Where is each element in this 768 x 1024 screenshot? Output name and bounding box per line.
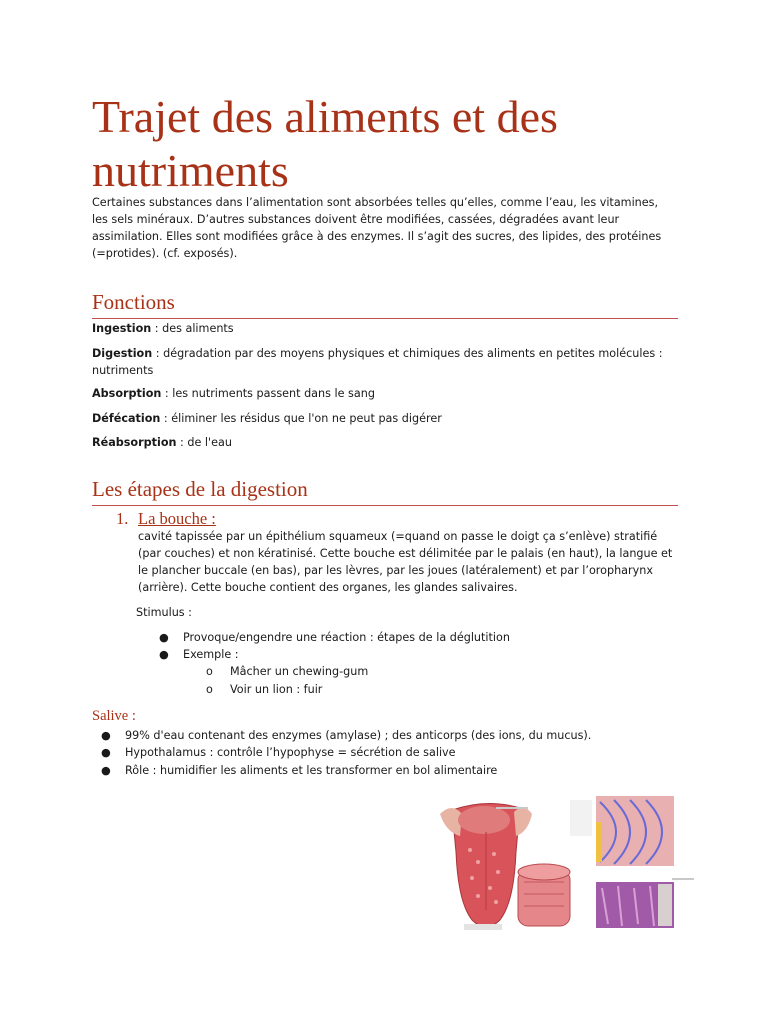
tongue-figure-svg [432,792,700,932]
stimulus-label: Stimulus : [136,606,192,619]
bouche-paragraph: cavité tapissée par un épithélium squameux (=quand on passe le doigt ça s’enlève) stratifié (par couches) et non kératinisé. Cette bouche est délimitée par le palais (en haut), la langue et le plancher buccale (en bas), par les lèvres, par les joues (latéralement) et par l’oropharynx (arrière). Cette bouche contient des organes, les glandes salivaires. [138,530,673,594]
label-line [496,807,528,809]
label-line [672,878,694,880]
tongue-histology-illustration [432,792,700,932]
intro-paragraph: Certaines substances dans l’alimentation sont absorbées telles qu’elles, comme l’eau, les vitamines, les sels minéraux. D’autres substances doivent être modifiées, cassées, dégradées avant leur assimilation. Elles sont modifiées grâce à des enzymes. Il s’agit des sucres, des lipides, des protéines (=protides). (cf. exposés). [92,196,662,260]
list-item: ● Provoque/engendre une réaction : étapes de la déglutition [159,631,510,644]
list-item: ● Exemple : [159,648,239,661]
section-heading-etapes: Les étapes de la digestion [92,477,678,506]
list-item: o Voir un lion : fuir [206,683,323,696]
list-item: ● Hypothalamus : contrôle l’hypophyse = sécrétion de salive [101,746,456,759]
subsection-label: La bouche : [138,509,216,528]
list-number: 1. [116,509,129,528]
definition-defecation: Défécation : éliminer les résidus que l'on ne peut pas digérer [92,412,442,425]
section-heading-fonctions: Fonctions [92,290,678,319]
definition-absorption: Absorption : les nutriments passent dans le sang [92,387,375,400]
definition-reabsorption: Réabsorption : de l'eau [92,436,232,449]
list-item: ● Rôle : humidifier les aliments et les transformer en bol alimentaire [101,764,498,777]
definition-digestion: Digestion : dégradation par des moyens physiques et chimiques des aliments en petites molécules : nutriments [92,347,663,377]
page-title: Trajet des aliments et des nutriments [92,91,558,196]
salive-heading: Salive : [92,708,136,724]
list-item: o Mâcher un chewing-gum [206,665,369,678]
definition-ingestion: Ingestion : des aliments [92,322,234,335]
list-item: ● 99% d'eau contenant des enzymes (amylase) ; des anticorps (des ions, du mucus). [101,729,592,742]
subsection-heading-bouche [116,509,216,529]
